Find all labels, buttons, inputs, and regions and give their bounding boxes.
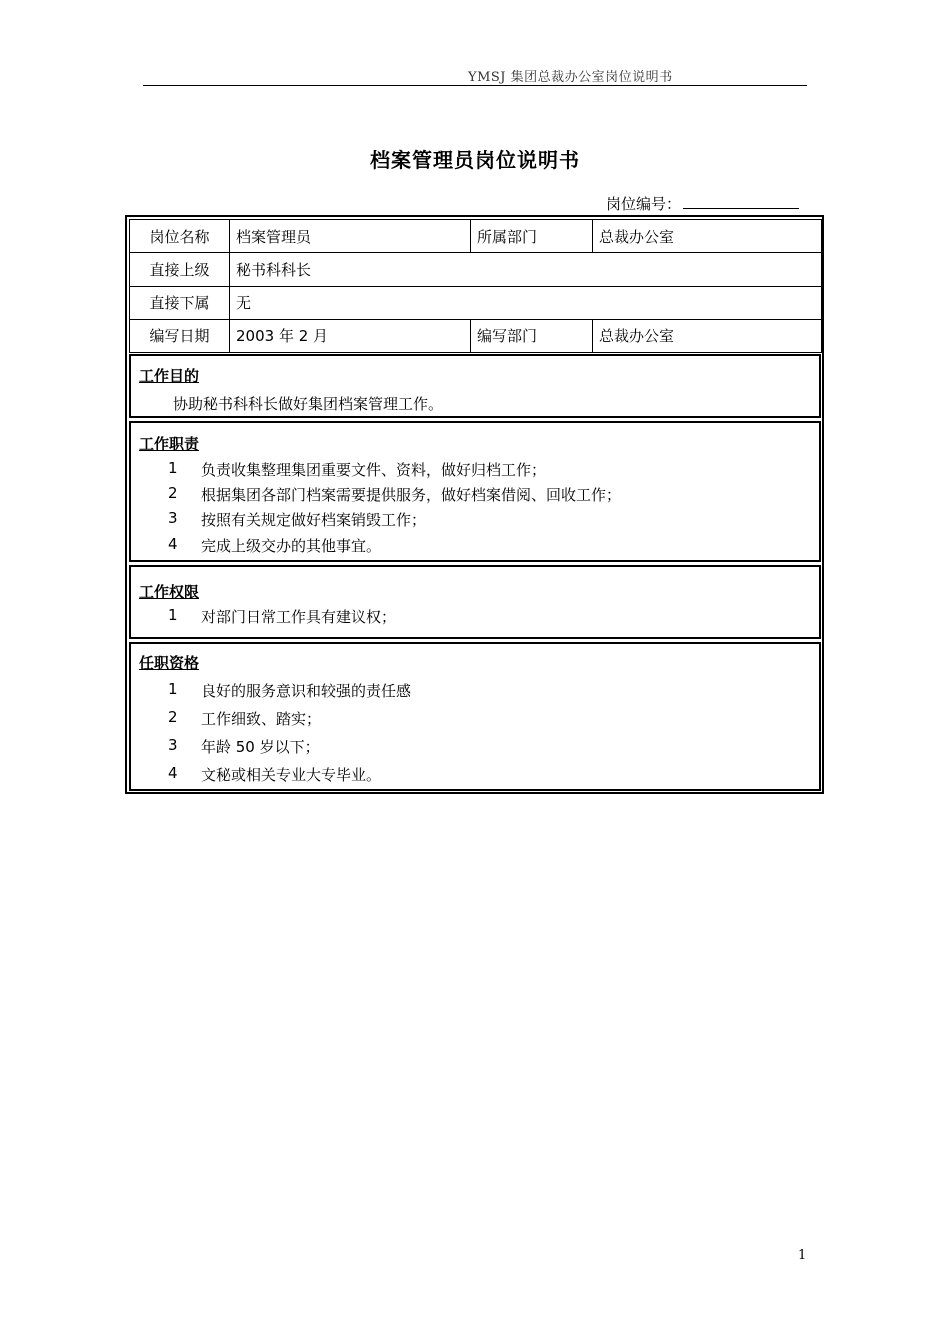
position-name-value: 档案管理员 bbox=[230, 220, 471, 253]
item-text: 年龄 50 岁以下； bbox=[201, 738, 320, 756]
table-row bbox=[130, 286, 822, 319]
item-text: 负责收集整理集团重要文件、资料，做好归档工作； bbox=[201, 461, 547, 479]
post-number-blank bbox=[683, 194, 799, 209]
section-title: 任职资格 bbox=[139, 654, 200, 672]
position-name-label: 岗位名称 bbox=[130, 220, 230, 253]
item-number: 1 bbox=[168, 606, 178, 624]
item-text: 完成上级交办的其他事宜。 bbox=[201, 537, 382, 555]
section-title: 工作目的 bbox=[139, 367, 200, 385]
item-number: 1 bbox=[168, 680, 178, 698]
post-number-label: 岗位编号： bbox=[606, 195, 682, 213]
purpose-text: 协助秘书科科长做好集团档案管理工作。 bbox=[173, 395, 444, 413]
section-title: 工作权限 bbox=[139, 583, 200, 601]
item-text: 按照有关规定做好档案销毁工作； bbox=[201, 511, 427, 529]
item-text: 对部门日常工作具有建议权； bbox=[201, 608, 397, 626]
qualifications-section bbox=[129, 642, 821, 791]
direct-subordinate-value: 无 bbox=[230, 286, 822, 319]
item-number: 4 bbox=[168, 764, 178, 782]
item-number: 3 bbox=[168, 509, 178, 527]
direct-superior-label: 直接上级 bbox=[130, 253, 230, 286]
item-text: 根据集团各部门档案需要提供服务，做好档案借阅、回收工作； bbox=[201, 486, 622, 504]
table-row bbox=[130, 220, 822, 253]
purpose-section bbox=[129, 354, 821, 418]
document-title: 档案管理员岗位说明书 bbox=[370, 148, 580, 172]
page-header: YMSJ 集团总裁办公室岗位说明书 bbox=[468, 70, 673, 85]
item-number: 1 bbox=[168, 459, 178, 477]
post-number-field bbox=[606, 193, 799, 214]
department-value: 总裁办公室 bbox=[593, 220, 822, 253]
page-number: 1 bbox=[798, 1248, 807, 1263]
duties-section bbox=[129, 421, 821, 562]
section-title: 工作职责 bbox=[139, 435, 200, 453]
item-text: 文秘或相关专业大专毕业。 bbox=[201, 766, 382, 784]
compile-department-value: 总裁办公室 bbox=[593, 319, 822, 352]
authority-section bbox=[129, 565, 821, 639]
compile-department-label: 编写部门 bbox=[471, 319, 593, 352]
item-text: 良好的服务意识和较强的责任感 bbox=[201, 682, 412, 700]
header-rule bbox=[143, 85, 807, 86]
basic-info-table bbox=[129, 219, 822, 353]
direct-superior-value: 秘书科科长 bbox=[230, 253, 822, 286]
table-row bbox=[130, 253, 822, 286]
compile-date-label: 编写日期 bbox=[130, 319, 230, 352]
item-number: 2 bbox=[168, 484, 178, 502]
item-number: 3 bbox=[168, 736, 178, 754]
item-text: 工作细致、踏实； bbox=[201, 710, 322, 728]
item-number: 2 bbox=[168, 708, 178, 726]
department-label: 所属部门 bbox=[471, 220, 593, 253]
direct-subordinate-label: 直接下属 bbox=[130, 286, 230, 319]
item-number: 4 bbox=[168, 535, 178, 553]
compile-date-value: 2003 年 2 月 bbox=[230, 319, 471, 352]
table-row bbox=[130, 319, 822, 352]
